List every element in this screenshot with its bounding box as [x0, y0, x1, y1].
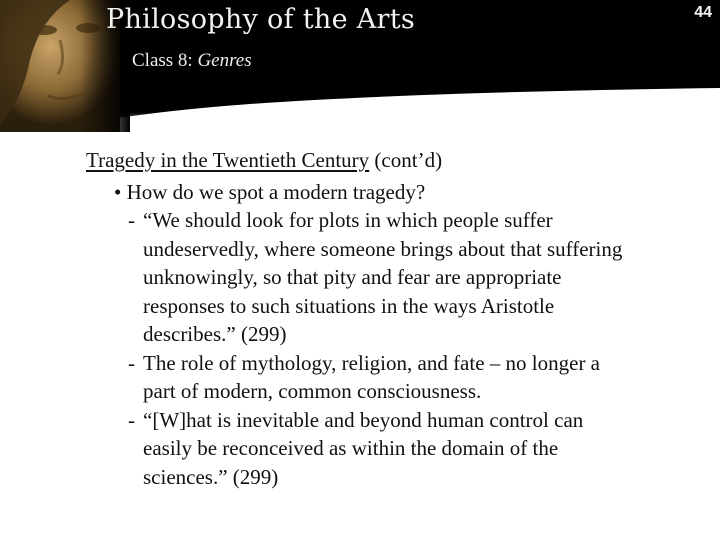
sub-point-line: describes.” (299)	[143, 322, 287, 346]
sub-point-line: undeservedly, where someone brings about that suffering	[143, 236, 623, 261]
slide-number: 44	[694, 4, 712, 21]
sub-point-line: sciences.” (299)	[143, 464, 279, 489]
class-genre: Genres	[197, 50, 252, 71]
dash-marker: -	[128, 208, 135, 232]
sub-point-line: responses to such situations in the ways Aristotle	[143, 293, 555, 318]
heading-suffix: (cont’d)	[369, 148, 443, 172]
slide-heading	[86, 146, 706, 175]
sub-point	[86, 406, 706, 492]
class-subtitle	[132, 50, 252, 72]
sub-point	[86, 206, 706, 349]
sub-point-line: unknowingly, so that pity and fear are appropriate	[143, 265, 562, 289]
dash-marker: -	[128, 407, 135, 432]
line-text: The role of mythology, religion, and fate – no longer a	[143, 350, 601, 375]
sub-point-line	[128, 406, 706, 435]
sub-point	[86, 349, 706, 406]
sub-point-line: part of modern, common consciousness.	[143, 379, 482, 403]
sub-point-line	[128, 349, 706, 378]
heading-main: Tragedy in the Twentieth Century	[86, 148, 370, 172]
line-text: “We should look for plots in which people suffer	[143, 208, 553, 232]
dash-marker: -	[128, 350, 135, 375]
sub-point-line	[128, 206, 706, 235]
bullet-point: • How do we spot a modern tragedy?	[114, 179, 426, 204]
line-text: “[W]hat is inevitable and beyond human control can	[143, 407, 584, 432]
course-title: Philosophy of the Arts	[106, 4, 416, 35]
class-label: Class 8:	[132, 50, 193, 71]
slide-body	[86, 146, 706, 491]
sub-point-line: easily be reconceived as within the domain of the	[143, 436, 559, 460]
